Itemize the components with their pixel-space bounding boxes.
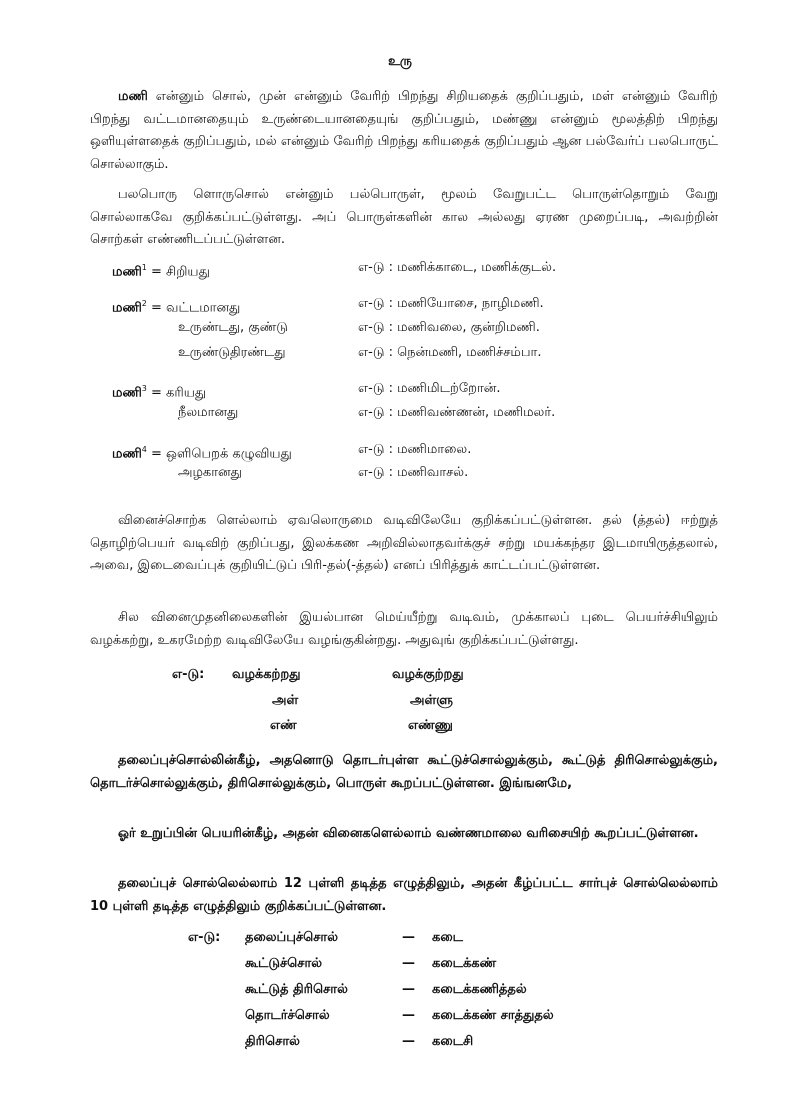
dash-4: — bbox=[402, 1008, 415, 1023]
sense-2-meaning-1: மணி$^2$ = வட்டமானது bbox=[112, 299, 241, 316]
sense-1-example-1: எ-டு : மணிக்காடை, மணிக்குடல். bbox=[358, 260, 557, 275]
sense-2-meaning-3: உருண்டுதிரண்டது bbox=[178, 345, 286, 360]
dash-1: — bbox=[402, 930, 415, 945]
paragraph-2: பலபொரு ளொருசொல் என்னும் பல்பொருள், மூலம் வேறுபட்ட பொருள்தொறும் வேறு சொல்லாகவே குறிக்கப்பட்டுள்ளது. அப் பொருள்களின் கால அல்லது ஏரண முறைப்படி, அவற்றின் சொற்கள் எண்ணிடப்பட்டுள்ளன. bbox=[90, 187, 718, 247]
word-type-4: தொடர்ச்சொல் bbox=[245, 1008, 330, 1023]
obsolete-form-heading: வழக்கற்றது bbox=[232, 667, 301, 682]
dash-5: — bbox=[402, 1034, 415, 1049]
word-type-1: தலைப்புச்சொல் bbox=[245, 930, 339, 945]
word-type-5: திரிசொல் bbox=[245, 1034, 300, 1049]
word-example-3: கடைக்கணித்தல் bbox=[432, 982, 527, 997]
paragraph-6: ஓர் உறுப்பின் பெயரின்கீழ், அதன் வினைகளெல்லாம் வண்ணமாலை வரிசையிற் கூறப்பட்டுள்ளன. bbox=[118, 826, 699, 841]
word-example-1: கடை bbox=[432, 930, 463, 945]
word-type-3: கூட்டுத் திரிசொல் bbox=[245, 982, 348, 997]
sense-2-meaning-2: உருண்டது, குண்டு bbox=[178, 320, 288, 335]
current-form-2: எண்ணு bbox=[408, 718, 453, 733]
word-example-2: கடைக்கண் bbox=[432, 956, 497, 971]
sense-3-example-2: எ-டு : மணிவண்ணன், மணிமலர். bbox=[358, 405, 556, 420]
sense-2-example-2: எ-டு : மணிவலை, குன்றிமணி. bbox=[358, 320, 540, 335]
paragraph-4: சில வினைமுதனிலைகளின் இயல்பான மெய்யீற்று வடிவம், முக்காலப் புடை பெயர்ச்சியிலும் வழக்கற்று, உகரமேற்ற வடிவிலேயே வழங்குகின்றது. அதுவுங் குறிக்கப்பட்டுள்ளது. bbox=[90, 610, 718, 648]
paragraph-1 bbox=[90, 86, 718, 176]
paragraph-7: தலைப்புச் சொல்லெல்லாம் 12 புள்ளி தடித்த எழுத்திலும், அதன் கீழ்ப்பட்ட சார்புச் சொல்லெல்லாம் 10 புள்ளி தடித்த எழுத்திலும் குறிக்கப்பட்டுள்ளன. bbox=[90, 876, 718, 914]
sense-4-meaning-1: மணி$^4$ = ஒளிபெறக் கழுவியது bbox=[112, 445, 292, 462]
obsolete-form-1: அள் bbox=[272, 693, 299, 708]
sense-3-meaning-2: நீலமானது bbox=[178, 405, 239, 420]
sense-4-meaning-2: அழகானது bbox=[178, 465, 242, 480]
paragraph-3: வினைச்சொற்க ளெல்லாம் ஏவலொருமை வடிவிலேயே குறிக்கப்பட்டுள்ளன. தல் (த்தல்) ஈற்றுத் தொழிற்பெயர் வடிவிற் குறிப்பது, இலக்கண அறிவில்லாதவர்க்குச் சற்று மயக்கந்தர இடமாயிருத்தலால், அவை, இடைவைப்புக் குறியிட்டுப் பிரி-தல்(-த்தல்) எனப் பிரித்துக் காட்டப்பட்டுள்ளன. bbox=[90, 513, 718, 573]
word-type-2: கூட்டுச்சொல் bbox=[245, 956, 323, 971]
page-number: உரு bbox=[388, 54, 412, 69]
sense-4-example-2: எ-டு : மணிவாசல். bbox=[358, 465, 469, 480]
obsolete-form-2: எண் bbox=[270, 718, 297, 733]
headword-mani: மணி bbox=[118, 89, 148, 104]
sense-3-meaning-1: மணி$^3$ = கரியது bbox=[112, 384, 207, 401]
sense-3-example-1: எ-டு : மணிமிடற்றோன். bbox=[358, 381, 501, 396]
current-form-1: அள்ளு bbox=[410, 693, 453, 708]
paragraph-1-text: என்னும் சொல், முன் என்னும் வேரிற் பிறந்து சிறியதைக் குறிப்பதும், மள் என்னும் வேரிற் பிறந்து வட்டமானதையும் உருண்டையானதையுங் குறிப்பதும், மண்ணு என்னும் மூலத்திற் பிறந்து ஒளியுள்ளதைக் குறிப்பதும், மல் என்னும் வேரிற் பிறந்து கரியதைக் குறிப்பதும் ஆன பல்வேர்ப் பலபொருட் சொல்லாகும். bbox=[90, 89, 718, 172]
sense-1-meaning-1: மணி$^1$ = சிறியது bbox=[112, 263, 210, 280]
sense-4-example-1: எ-டு : மணிமாலை. bbox=[358, 442, 472, 457]
sense-2-example-3: எ-டு : நென்மணி, மணிச்சம்பா. bbox=[358, 345, 542, 360]
dash-3: — bbox=[402, 982, 415, 997]
word-type-example-label: எ-டு: bbox=[188, 930, 221, 945]
paragraph-5: தலைப்புச்சொல்லின்கீழ், அதனொடு தொடர்புள்ள கூட்டுச்சொல்லுக்கும், கூட்டுத் திரிசொல்லுக்கும், தொடர்ச்சொல்லுக்கும், திரிசொல்லுக்கும், பொருள் கூறப்பட்டுள்ளன. இங்ஙனமே, bbox=[90, 753, 718, 791]
dash-2: — bbox=[402, 956, 415, 971]
word-example-5: கடைசி bbox=[432, 1034, 474, 1049]
sense-2-example-1: எ-டு : மணியோசை, நாழிமணி. bbox=[358, 296, 544, 311]
word-example-4: கடைக்கண் சாத்துதல் bbox=[432, 1008, 554, 1023]
current-form-heading: வழக்குற்றது bbox=[392, 667, 464, 682]
usage-example-label: எ-டு: bbox=[172, 667, 205, 682]
